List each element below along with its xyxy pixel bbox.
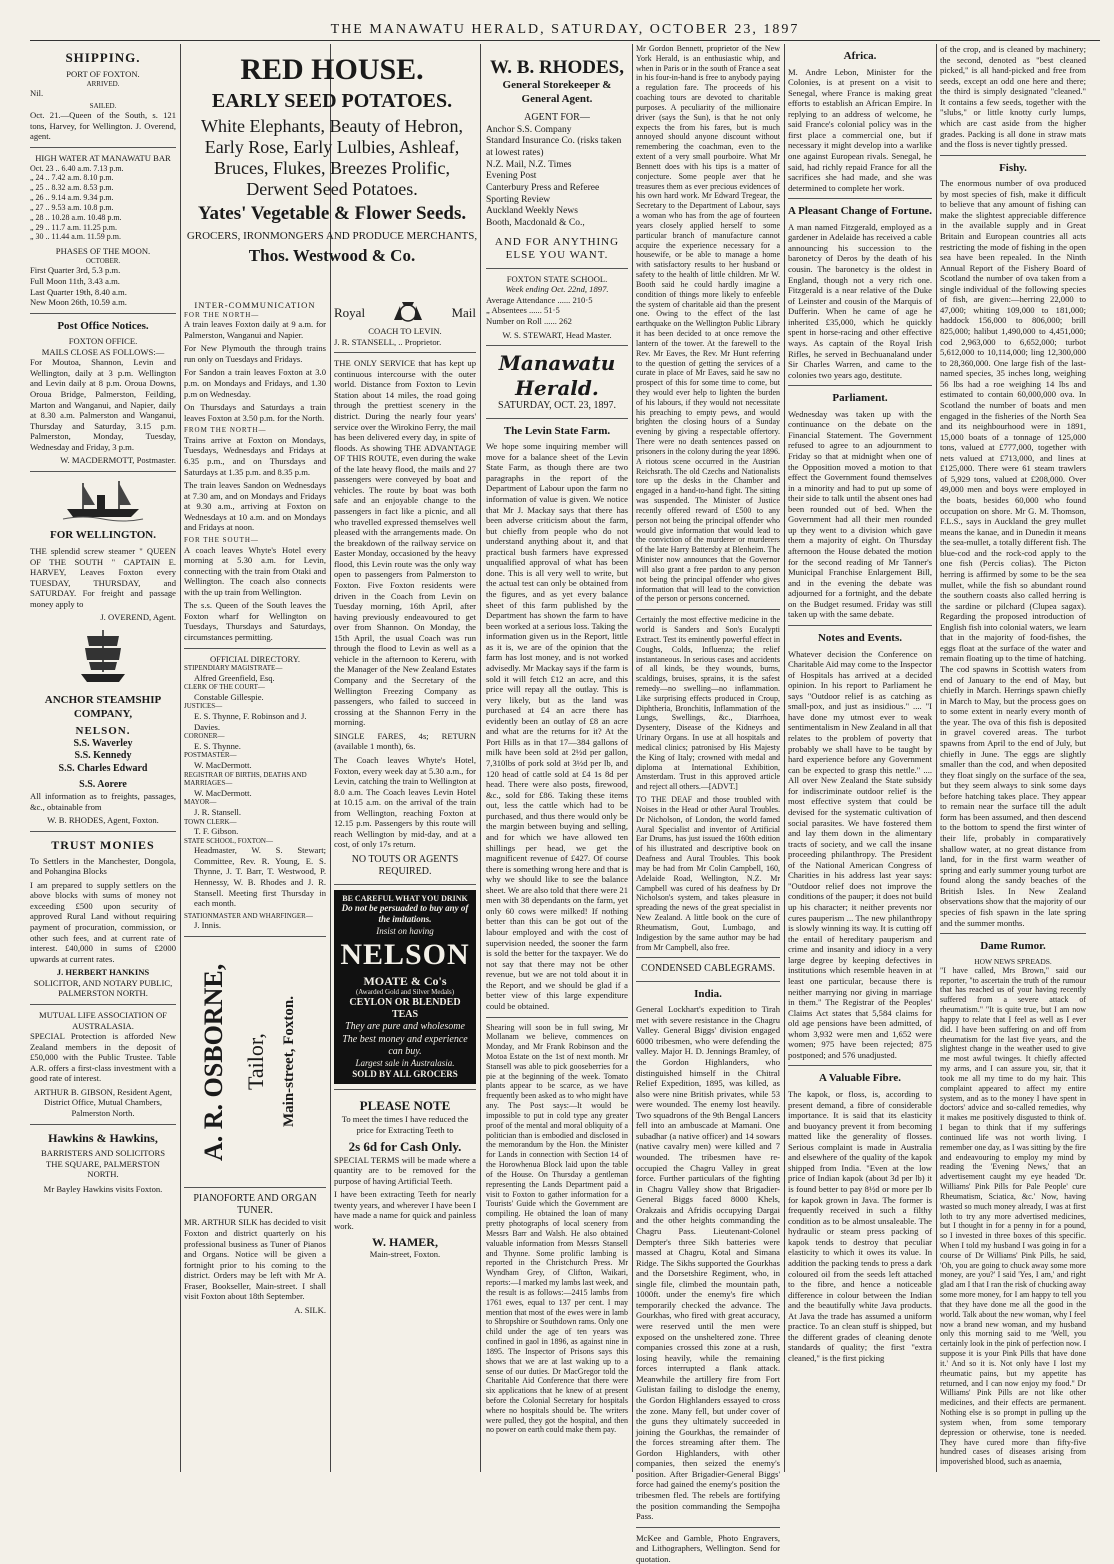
inter-communication-title: INTER-COMMUNICATION <box>194 300 316 310</box>
mails-heading: MAILS CLOSE AS FOLLOWS:— <box>41 346 165 357</box>
tide-row: „ 25 .. 8.32 a.m. 8.53 p.m. <box>30 183 114 193</box>
notes-text: Shearing will soon be in full swing, Mr Mollanam we believe, commences on Monday, and Mr Frank Robinson and the Motoa Estate on the 1st of next month. Mr Stansell was able to pick gooseberries for a pie at the beginning of the week. Tomato plants appear to be scarce, as we have frequently been asked as to who might have any. The Post says:—It would be impossible to put in cold type any greater proof of the mental and moral obliquity of a politician than is embodied and disclosed in the memorandum by the Hon. the Minister for Lands in connection with Section 14 of the Horowhenua Block laid upon the table of the House. On Thursday a gentleman representing the Lands Department paid a visit to Foxton to gather information for a Tourists' Guide which the Government are compiling. He obtained the loan of many pretty photographs of local scenery from Messrs Barr and Walsh. He also obtained valuable information from Messrs Stansell and Thynne. Some prolific lambing is reported in the Christchurch Press. Mr Wyndham Grey, of Clifton, Waikari, reports:—I marked my lambs last week, and the result is as follows:—2415 lambs from 1761 ewes, equal to 137 per cent. I may mention that most of the ewes were in lamb to Shropshire or Southdown rams. Only one child under the age of ten years was confined in gaol in 1896, as against nine in 1895. The Inspector of Prisons says this shows that we are at last waking up to a sense of our duties. Dr MacGregor told the Charitable Aid Conference that there were six applications that he knew of at present before the Colonial Secretary for hospitals where no hospitals should be. The writers were pulled, they got the hospital, and then no power on earth could make them pay. <box>486 1022 628 1435</box>
westwood-name: Thos. Westwood & Co. <box>248 246 416 266</box>
royal-label: Royal <box>334 305 366 320</box>
engravers-text: McKee and Gamble, Photo Engravers, and Lithographers, Wellington. Send for quotation. <box>636 1532 780 1564</box>
directory-entry: REGISTRAR OF BIRTHS, DEATHS AND MARRIAGES— <box>184 770 307 788</box>
column-7 <box>940 44 1086 1472</box>
rumor-title: Dame Rumor. <box>980 940 1046 953</box>
agency-item: Evening Post <box>486 171 537 182</box>
directory-entry: Alfred Greenfield, Esq. <box>194 672 275 683</box>
ad-line: Insist on having <box>376 925 434 936</box>
piano-text: MR. ARTHUR SILK has decided to visit Foxton and district quarterly on his professional business as Tuner of Pianos and Organs. Notice will be given a fortnight prior to his coming to the district. Orders may be left with Mr A. Fraser, Bookseller, Main-street. I shall visit Foxton about 18th September. <box>184 1217 326 1302</box>
trust-monies-title: TRUST MONIES <box>51 837 155 852</box>
port-title: PORT OF FOXTON. <box>66 68 140 79</box>
farm-title: The Levin State Farm. <box>503 424 611 437</box>
north-text: On Thursdays and Saturdays a train leaves Foxton at 3.50 p.m. for the North. <box>184 402 326 423</box>
moon-phase: Full Moon 11th, 3.43 a.m. <box>30 275 120 286</box>
attendance-row: „ Absentees ...... 51·5 <box>486 305 560 316</box>
mutual-title: MUTUAL LIFE ASSOCIATION OF AUSTRALASIA. <box>39 1009 167 1031</box>
tide-row: „ 30 .. 11.44 a.m. 11.59 p.m. <box>30 232 121 242</box>
moon-phase: New Moon 26th, 10.59 a.m. <box>30 297 127 308</box>
hankins-name: J. HERBERT HANKINS <box>56 967 150 978</box>
coach-title: COACH TO LEVIN. <box>368 326 442 336</box>
sailing-ship-icon <box>73 626 133 686</box>
royal-mail-header <box>334 300 476 326</box>
column-5 <box>636 44 780 1564</box>
seed-title: EARLY SEED POTATOES. <box>211 89 453 112</box>
directory-entry: W. MacDermott. <box>194 787 252 798</box>
tide-row: „ 29 .. 11.7 a.m. 11.25 p.m. <box>30 222 117 232</box>
ship-name: S.S. Charles Edward <box>58 762 148 774</box>
tide-row: „ 28 .. 10.28 a.m. 10.48 p.m. <box>30 212 122 222</box>
mail-label: Mail <box>451 305 476 320</box>
notes-events-text: Whatever decision the Conference on Charitable Aid may come to the Inspector of Hospitals has arrived at a decided opinion. In his report to Parliament he says "Outdoor relief is as catching as small-pox, and just as insidious." .... "I have done my utmost ever to weak sentimentalism in New Zealand in all that relates to the problem of poverty that probably we shall have to be taught by hard experience before any Government can be expected to grasp this nettle." .... All over New Zealand the State subsidy for indiscriminate outdoor relief is the most effective system that could be devised for the systematic cultivation of social parasites. We have fostered them and lay them down in the alimentary tracts of society, and we call the insane proceeding philanthropy. The President of the National American Congress of Charities in his address last year says: "Outdoor relief does not improve the conditions of the pauper; it does not build up his character; it neither prevents nor cures pauperism ... The new philanthropy is slowly winning its way. It is cutting off the entail of hereditary pauperism and crime and insanity and idiocy in a very large degree by keeping defectives in institutions which resemble heaven in at least one particular, because there is neither marrying nor giving in marriage in them." The Registrar of the Peoples' Claims Act states that 5,584 claims for old age pensions have been admitted, of whom 3,932 were men and 1,652 were women; 975 have been rejected; 875 postponed; and 576 unadjusted. <box>788 648 932 1060</box>
tide-row: „ 24 .. 7.42 a.m. 8.10 p.m. <box>30 173 114 183</box>
red-house-ad <box>184 44 480 314</box>
ad-line: BE CAREFUL WHAT YOU DRINK <box>342 893 468 903</box>
price-line: 2s 6d for Cash Only. <box>348 1138 462 1154</box>
fibre-continued: of the crop, and is cleaned by machinery; the second, denoted as "best cleaned picked," is all hand-picked and free from seeds, except an odd one here and there; the third is simply designated "cleaned." It contains a few seeds, together with the "slubs," or little knotty curly lumps, which are cast aside from the higher grades. Packing is all done in straw mats and the floss is never tightly pressed. <box>940 44 1086 150</box>
hawkins-addr: THE SQUARE, PALMERSTON NORTH. <box>46 1158 160 1180</box>
post-office-title: Post Office Notices. <box>57 319 149 332</box>
south-heading: FOR THE SOUTH— <box>184 535 259 544</box>
india-text: General Lockhart's expedition to Tirah met with severe resistance in the Chagru Valley. General Biggs' division engaged 6000 tribesmen, who were defending the valley. Major H. D. Jennings Bramley, of the Gordon Highlanders, who distinguished himself in the Chitral Relief Expedition, 1895, was killed, as also were nine British privates, while 53 were wounded. The enemy lost heavily. Two squadrons of the 9th Bengal Lancers fell into an ambuscade at Mamani. One subadhar (a native officer) and 14 sowars (native cavalry men) were killed and 7 wounded. The tribesmen have re-occupied the Chagru Valley in great force. Further particulars of the fighting in Chagru Valley show that Brigadier-General Biggs faced 8000 Khels, Orakzais and Afridis occupying Dargai and the other heights commanding the Chagru Pass. Lieutenant-Colonel Dempter's three Sikh batteries were massed at Chagru, Kotal and Simana Ridge. The Sikhs supported the Gourkhas and the Dorsetshire Regiment, who, in single file, climbed the mountain path, 1000ft. under the enemy's fire which temporarily checked the advance. The Gourkhas, who fired with great accuracy, were reserved until the men were exposed on the unsheltered zone. Three companies crossed this zone at a rush, losing heavily, while the remaining forces interrupted a flank attack. Meanwhile the artillery fire from Fort Gulistan failing to dislodge the enemy, the Gordon Highlanders essayed to cross the zone. Many fell, but under cover of the guns they ultimately succeeded in joining the Gourkhas, the remainder of the forces streaming after them. The Gordon Highlanders, with other companies, then seized the enemy's position. After Brigadier-General Biggs' force had gained the enemy's position the tribesmen fled. The rebels are fortifying the position commanding the Sempojha Pass. <box>636 1004 780 1522</box>
north-text: For New Plymouth the through trains run only on Tuesdays and Fridays. <box>184 343 326 364</box>
column-4 <box>486 44 628 1472</box>
osborne-address: Main-street, Foxton. <box>281 996 297 1128</box>
fishy-title: Fishy. <box>999 161 1027 174</box>
directory-entry: MAYOR— <box>184 798 217 807</box>
column-rule <box>632 44 633 1472</box>
head-master: W. S. STEWART, Head Master. <box>502 329 612 340</box>
trust-text: I am prepared to supply settlers on the above blocks with sums of money not exceeding £500 upon security of approved Rural Land without requiring payment of procuration, commission, or other such fees, and at current rate of interest. £40,000 in sums of £2000 upwards at current rates. <box>30 879 176 964</box>
directory-entry: CLERK OF THE COURT— <box>184 683 265 692</box>
north-heading: FOR THE NORTH— <box>184 310 260 319</box>
column-6 <box>788 44 932 1472</box>
ad-line: They are pure and wholesome <box>345 1021 465 1033</box>
column-rule <box>936 44 937 1472</box>
attendance-row: Number on Roll ...... 262 <box>486 316 572 327</box>
from-north-text: Trains arrive at Foxton on Mondays, Tuesdays, Wednesdays and Fridays at 6.35 p.m., and on Thursdays and Saturdays at 1.35 p.m. and 8.35 p.m. <box>184 434 326 477</box>
directory-entry: E. S. Thynne. <box>194 740 241 751</box>
north-text: For Sandon a train leaves Foxton at 3.0 p.m. on Mondays and Fridays, and 1.30 p.m on Wednesday. <box>184 367 326 399</box>
piano-sign: A. SILK. <box>294 1304 326 1315</box>
dentist-text: I have been extracting Teeth for nearly twenty years, and wherever I have been I have made a name for quick and painless work. <box>334 1189 476 1231</box>
special-terms: SPECIAL TERMS will be made where a quantity are to be removed for the purpose of having Artificial Teeth. <box>334 1154 476 1186</box>
directory-title: OFFICIAL DIRECTORY. <box>209 653 301 664</box>
farm-text: We hope some inquiring member will move for a balance sheet of the Levin State Farm, as though there are two paragraphs in the report of the Department of Labour upon the farm no information of value is given. We notice that Mr J. Mackay says that there has been adverse criticism about the farm, but chiefly from people who do not understand anything about it, and that practical bush farmers have expressed unqualified approval of what has been done. This is all very well to write, but the actual test can only be obtained from the figures, and as yet every balance sheet of this farm published by the Department has shown the farm to have been worked at a serious loss. Taking the information given us in the Report, little as it is, we are of the opinion that the farm has lost money, and is not worked advisedly. Mr Mackay says if the farm is sold it will fetch £12 an acre, and this price will repay all the outlay. This is very likely, but as the land was purchased at £4 an acre there has evidently been an outlay of £8 an acre and what are the returns for it? At the Port Hills as in that 17—384 gallons of milk have been sold at 2½d per gallon, 7,310lbs of pork sold at 3½d per lb, and 120 head of cattle sold at £4 1s 8d per head. There were also posts, firewood, &c., sold for £86. Taking these items out, less the cattle which had to be purchased, and thus there would only be the margin between buying and selling, and for which we have allowed ten shillings per head, we get the magnificent revenue of £427. Of course there is something wrong here and that is why we should like to see the balance sheet. We are also told that there were 21 men with 38 dependants on the farm, yet only 60 cows were milked! If nothing better than this can be got out of the labour employed and with the cost of supervision needed, the sooner the farm is sold the better for the taxpayer. We do not say that there may not be other revenue, but we are not told about it in the Report, and we should be glad if a better view of this large expenditure could be obtained. <box>486 441 628 1011</box>
directory-entry: W. MacDermott. <box>194 760 252 770</box>
please-note-title: PLEASE NOTE <box>359 1098 451 1114</box>
osborne-name: A. R. OSBORNE, <box>199 963 228 1161</box>
anything-else: AND FOR ANYTHING ELSE YOU WANT. <box>494 235 620 262</box>
directory-entry: JUSTICES— <box>184 702 223 711</box>
anchor-agent: W. B. RHODES, Agent, Foxton. <box>47 815 159 826</box>
rumor-text: "I have called, Mrs Brown," said our reporter, "to ascertain the truth of the rumour that has reached us of your having recently suffered from a severe attack of rheumatism." "It is quite true, but I am now happy to relate that I feel as well as I ever did. I have been suffering on and off from rheumatism for the last five years, and the slightest change in the weather used to give me most awful twinges. It chiefly affected my arms, and I can assure you, sir, that it took me all my time to do my hair. This complaint appeared to affect my entire system, and as to the money I have spent in doctors' advice and so-called remedies, why it makes me positively disgusted to think of. I began to think that if my sufferings continued life was not worth living. I remember one day, as I was sitting by the fire and endeavouring to employ my mind by reading the 'Evening News,' that an advertisement caught my eye headed 'Dr. Williams' Pink Pills for Pale People' cure Rheumatism, Sciatica, &c.' Now, having wasted so much money already, I was at first loth to try any more advertised medicines, but I thought in for a penny in for a pound, so I invested in three boxes of this specific. When I told my husband I was going in for a course of Dr Williams' Pink Pills, he said, 'Oh, you are going to chuck away some more money, are you?' I said 'Yes, I am,' and right glad am I that I ran the risk of chucking away some more money, for I am happy to tell you that they have done me all the good in the world. Talk about the new woman, why I feel now a brand new woman, and my husband only this morning said to me 'Well, you certainly look in the pink of perfection now. I suppose it is your Pink Pills that have done it.' And so it is. Not only have I lost my rheumatic pains, but my appetite has returned, and I can now enjoy my food." Dr Williams' Pink Pills are not like other medicines, and their effects are permanent. Nothing else is so prompt in pulling up the system when, from some temporary depression or otherwise, tone is needed. They have cured more than fifty-five hundred cases of diseases arising from impoverished blood, such as anaemia, <box>940 965 1086 1467</box>
tide-table <box>30 164 176 243</box>
cables-title: CONDENSED CABLEGRAMS. <box>641 963 775 975</box>
parliament-text: Wednesday was taken up with the continuance on the debate on the Financial Statement. The Government refused to agree to an adjournment to Friday so that at midnight when one of the Opposition moved a motion to that effect the Government found themselves in a minority and had to put up some of their side to talk until the absent ones had been rounded out of bed. When the Government had all their men rounded up they went to a division which gave them a majority of eight. On Thursday afternoon the House debated the motion for the second reading of Mr Tanner's Municipal Franchise Enlargement Bill, and in the evening the debate was adjourned for a fortnight, and the debate on the Budget resumed. Friday was still taken up with the same debate. <box>788 408 932 620</box>
post-office-sub: FOXTON OFFICE. <box>68 336 138 347</box>
please-text: To meet the times I have reduced the price for Extracting Teeth to <box>341 1114 469 1136</box>
column-1 <box>30 44 176 1472</box>
piano-title: PIANOFORTE AND ORGAN TUNER. <box>193 1192 317 1217</box>
directory-entry: Constable Gillespie. <box>194 691 264 702</box>
agent-for: AGENT FOR— <box>524 112 590 124</box>
coach-proprietor: J. R. STANSELL, .. Proprietor. <box>334 336 442 347</box>
trust-sub: To Settlers in the Manchester, Dongola, and Pohangina Blocks <box>30 855 176 877</box>
tide-row: Oct. 23 .. 6.40 a.m. 7.13 p.m. <box>30 163 124 173</box>
deaf-advert: TO THE DEAF and those troubled with Noises in the Head or other Aural Troubles. Dr Nicholson, of London, the world famed Aural Specialist and inventor of Artificial Ear Drums, has just issued the 160th edition of his illustrated and descriptive book on Deafness and Aural Troubles. This book may be had from Mr Colin Campbell, 160, Adelaide Road, Wellington, N.Z. Mr Campbell was cured of his deafness by Dr Nicholson's system, and takes pleasure in spreading the news of the great specialist in New Zealand. A little book on the cure of Rheumatism, Gout, Lumbago, and Indigestion by the same author may be had from Mr Campbell, also free. <box>636 795 780 952</box>
agency-item: Canterbury Press and Referee <box>486 183 600 194</box>
mutual-agent: ARTHUR B. GIBSON, Resident Agent, District Office, Mutual Chambers, Palmerston North. <box>33 1086 173 1119</box>
moon-phase: First Quarter 3rd, 5.3 p.m. <box>30 265 121 276</box>
wellington-title: FOR WELLINGTON. <box>50 529 156 542</box>
agency-item: Sporting Review <box>486 194 551 205</box>
nil-text: Nil. <box>30 88 44 99</box>
fibre-text: The kapok, or floss, is, according to present demand, a fibre of considerable importance. It is said that its elasticity and buoyancy prevent it from becoming matted like the generality of flosses. Serious complaint is made in Australia and elsewhere of the quality of the kapok shipped from India. "Even at the low price of Indian kapok (about 3d per lb) it is found better to pay 8½d or more per lb for kapok grown in Java. The former is frequently received in such a filthy condition as to be almost unsaleable. The hydraulic or steam press packing of kapok tends to destroy that peculiar elasticity to which it owes its value. In addition the packing tends to press a dark coloured oil from the seeds left attached to the fibre, and hence a noticeable difference in colour between the Indian and the beautifully white Java products. At Java the trade has assumed a uniform practice. To an clean stuff is shipped, but the different grades of cleaning denote standards of quality; the first "extra cleaned," is the first picking <box>788 1088 932 1364</box>
tide-row: „ 26 .. 9.14 a.m. 9.34 p.m. <box>30 193 114 203</box>
rhodes-sub: General Storekeeper & General Agent. <box>502 79 612 105</box>
coat-of-arms-icon <box>388 300 428 326</box>
africa-title: Africa. <box>843 50 877 62</box>
hankins-sub: SOLICITOR, AND NOTARY PUBLIC, PALMERSTON NORTH. <box>33 977 173 999</box>
directory-entry: J. R. Stansell. <box>194 806 242 817</box>
hamer-name: W. HAMER, <box>372 1234 438 1249</box>
north-text: A train leaves Foxton daily at 9 a.m. for Palmerston, Wanganui and Napier. <box>184 319 326 340</box>
red-house-title: RED HOUSE. <box>240 53 424 86</box>
notes-events-title: Notes and Events. <box>817 631 903 644</box>
directory-entry: STIPENDIARY MAGISTRATE— <box>184 664 283 673</box>
potato-varieties: White Elephants, Beauty of Hebron, Early Rose, Early Lulbies, Ashleaf, Bruces, Flukes, Breezes Prolific, Derwent Seed Potatoes. <box>201 116 463 199</box>
column-rule <box>480 44 481 1472</box>
fortune-title: A Pleasant Change of Fortune. <box>788 205 932 218</box>
masthead: THE MANAWATU HERALD, SATURDAY, OCTOBER 23, 1897 <box>30 22 1100 41</box>
steamer-agent: J. OVEREND, Agent. <box>100 612 176 623</box>
school-week: Week ending Oct. 22nd, 1897. <box>505 284 609 295</box>
sailed-text: Oct. 21.—Queen of the South, s. 121 tons, Harvey, for Wellington. J. Overend, agent. <box>30 110 176 142</box>
india-title: India. <box>694 987 722 1000</box>
agency-item: Standard Insurance Co. (risks taken at lowest rates) <box>486 136 622 159</box>
mails-text: For Moutoa, Shannon, Levin and Wellington, daily at 3 p.m. Wellington and Levin daily at 8 p.m. Oroua Downs, Oroua Bridge, Palmerston, Feilding, Marton and Wanganui, and Napier, daily at 8.30 a.m. Palmerston and Wanganui, Thursday and Saturday, 3.15 p.m. Palmerston, Monday, Tuesday, Wednesday and Friday, 3 p.m. <box>30 357 176 452</box>
directory-entry: T. F. Gibson. <box>194 826 239 837</box>
ad-line: Do not be persuaded to buy any of the imitations. <box>341 903 469 925</box>
sailed-label: SAILED. <box>89 101 117 110</box>
from-north-text: The train leaves Sandon on Wednesdays at 7.30 am, and on Mondays and Fridays at 9.30 a.m., arriving at Foxton on Wednesdays at 10 a.m. and on Mondays and Fridays at noon. <box>184 480 326 533</box>
africa-text: M. Andre Lebon, Minister for the Colonies, is at present on a visit to Senegal, where France is making great efforts to establish an African Empire. In replying to an address of welcome, he said France's colonial policy was in the first place a commercial one, but if necessary it might develop into a warlike one against European rivals. Senegal, he said, had richly repaid France for all the sacrifices she had made, and she was determined to complete her work. <box>788 66 932 193</box>
coach-text-2: The Coach leaves Whyte's Hotel, Foxton, every week day at 5.30 a.m., for Levin, catching the train to Wellington at 8.0 a.m. The Coach leaves Levin Hotel at 10.15 a.m. on the arrival of the train from Wellington, reaching Foxton at 12.15 p.m. Passengers by this route will reach Wellington by mid-day, and at a cost, of only 17s return. <box>334 754 476 850</box>
hawkins-title: Hawkins & Hawkins, <box>48 1130 158 1145</box>
anchor-title: ANCHOR STEAMSHIP COMPANY, <box>44 694 162 720</box>
news-text: Mr Gordon Bennett, proprietor of the New York Herald, is an enthusiastic whip, and when in Paris or in the south of France a seat in his four-in-hand is free to anybody paying a regulation fare. The proceeds of his coaching tours are devoted to charitable purposes. A peculiarity of the millionaire driver (says the Sun), is that he not only expects the from his fares, but is much annoyed should anyone discount without remembering the coachman, even to the extent of a very small pourboire. What Mr Bennett does with his tips is a matter of conjecture. Some people aver that he treasures them as ever precious evidences of his own hard work. Mr Edward Tregear, the Secretary to the Department of Labour, says a woman who has from the age of fourteen years closely applied herself to some particular branch of manufacture cannot acquire the experience necessary for a housewife, or be able to manage a home with satisfactory results to her husband or safety to the health of little children. Mr W. Booth said he could hardly imagine a condition of things more likely to enfeeble the system of charitable aid than the present one. Owing to the effect of the last earthquake on the Wellington Public Library it has been decided to at once remove the lantern of the tower. At the farewell to the Rev. Mr Eaves, the Rev. Mr Hunt referring to the question of getting the services of a curate in place of Mr Eaves, said he saw no prospect of this for some time to come, but they would ever help to lighten the burden of his labours, if they would not necessitate his preaching to empty pews, and would brighten the closing hours of a Sunday evening by giving a respectable offertory. There were no death sentences passed on prisoners in the colony during the year 1896. A riotous scene occurred in the Austrian Reichsrath. The old Czechs and Nationalists tore up the desks in the Chamber and engaged in a hand-to-hand fight. The sitting was suspended. The Minister of Justice recently offered reward of £500 to any person not being the principal offender who would give information that would lead to the conviction of the murderer or murderers of the late Harry Battersby at Blenheim. The Minister now announces that the Governor will also grant a free pardon to any person not being the principal offender who gives information that will lead to the conviction of the person or persons concerned. <box>636 44 780 604</box>
ad-line: CEYLON OR BLENDED TEAS <box>349 996 461 1021</box>
ad-line: Largest sale in Australasia. <box>355 1058 455 1069</box>
directory-entry: Headmaster, W. S. Stewart; Committee, Rev. R. Young, E. S. Thynne, J. T. Barr, T. Westwood, P. Hennessy, W. B. Rhodes and J. R. Stansell. Meeting first Thursday in each month. <box>194 845 326 909</box>
moon-title: PHASES OF THE MOON. <box>55 246 151 257</box>
column-2 <box>184 300 326 1472</box>
osborne-trade: Tailor, <box>243 1033 268 1091</box>
agency-item: N.Z. Mail, N.Z. Times <box>486 159 572 170</box>
column-rule <box>784 44 785 1472</box>
hawkins-note: Mr Bayley Hawkins visits Foxton. <box>43 1184 163 1195</box>
ad-line: The best money and experience can buy. <box>342 1033 468 1058</box>
fares: SINGLE FARES, 4s; RETURN (available 1 month), 6s. <box>334 730 476 752</box>
ship-name: S.S. Kennedy <box>74 750 132 762</box>
ship-name: S.S. Waverley <box>73 738 133 750</box>
agency-item: Auckland Weekly News <box>486 206 578 217</box>
ad-line: MOATE & Co's <box>363 973 447 988</box>
directory-entry: POSTMASTER— <box>184 751 237 760</box>
column-3 <box>334 300 476 1472</box>
fibre-title: A Valuable Fibre. <box>818 1072 901 1085</box>
herald-title: Manawatu Herald. <box>498 351 616 400</box>
coach-text: THE ONLY SERVICE that has kept up continuous intercourse with the outer world. Distance from Foxton to Levin Station about 14 miles, the road going through the prettiest scenery in the district. During the nearly four years' service over the Wirokino Ferry, the mail has been delivered every day, in spite of floods. As showing THE ADVANTAGE OF THIS ROUTE, even during the wake of the late heavy flood, the mails and 27 passengers were conveyed by boat and vehicles. The route by boat was both safe and an enjoyable change to the passengers in fact like a picnic, and all who travelled expressed themselves well pleased with the arrangements made. On the breakdown of the railway service on Easter Monday, occasioned by the heavy flood, this Levin route was the only way open to passengers from Palmerston to Foxton. Five Foxton residents were driven in the Coach from Levin on Tuesday morning, 16th April, after having previously endeavoured to get over from Shannon. On Monday, the 15th April, the usual Coach was run through the flood to Levin as well as a vehicle in the afternoon to Kereru, with the Manager of the New Zealand Estates Company and the Secretary of the Wellington Freezing Company as passengers, who failed to succeed in crossing at the Shannon Ferry in the morning. <box>334 358 476 728</box>
osborne-ad <box>184 942 326 1182</box>
attendance-row: Average Attendance ...... 210·5 <box>486 294 593 305</box>
steamer-text: THE splendid screw steamer " QUEEN OF THE SOUTH " CAPTAIN E. HARVEY, Leaves Foxton every TUESDAY, THURSDAY, and SATURDAY. For freight and passage money apply to <box>30 545 176 609</box>
directory-entry: STATIONMASTER AND WHARFINGER— <box>184 911 313 920</box>
from-north-heading: FROM THE NORTH— <box>184 426 267 435</box>
south-text: The s.s. Queen of the South leaves the Foxton wharf for Wellington on Tuesdays, Thursdays and Saturdays, circumstances permitting. <box>184 600 326 643</box>
anchor-text: All information as to freights, passages, &c., obtainable from <box>30 791 176 812</box>
ship-name: S.S. Aorere <box>79 778 127 790</box>
parliament-title: Parliament. <box>832 392 888 405</box>
no-touts: NO TOUTS OR AGENTS REQUIRED. <box>351 854 459 878</box>
fishy-text: The enormous number of ova produced by most species of fish, make it difficult to believe that any amount of fishing can make the slightest appreciable difference in the available supply and in Great Britain and European countries all acts restricting the mode of fishing in the open sea have been repealed. In the Ninth Annual Report of the Fishery Board of Scotland the number of ova taken from a single individual of the following species of fish, are given:—herring 22,000 to 47,000; whiting 109,000 to 181,000; haddock 156,000 to 806,000; brill 825,000; halibut 1,490,000 to 4,451,000; cod 2,963,000 to 6,652,000; turbot 5,612,000 to 10,114,000; ling 12,300,000 to 28,360,000. One large fish of the last-named species, 35 inches long, weighing 56 lbs had a roe weighing 14 lbs and estimated to contain 60,000,000 ova. In Scotland the number of boats and men engaged in the fisheries of the North Sea and its neighbourhood were in 1891, 15,000 boats of a tonnage of 125,000 tons, valued at £777,000, together with nets valued at £713,000, and lines at £125,000. There were 61 steam trawlers of 5,929 tons, valued at £208,000. Over 49,000 men and boys were employed in the boats, besides 60,000 who found occupation on shore. Mr G. M. Thomson, F.L.S., says in Auckland the grey mullet means the kanae, and in Dunedin it means the sea-mullet, a totally different fish. The blue-cod and the rock-cod apply to the one fish (Percis colias). The Picton herring is affirmed by some to be the sea mullet, while the fish so abundant round the southern coasts also called herring is the sardine or pilchard (Clupea sagax). Regarding the proposed introduction of English fish into colonial waters, we learn that in the majority of food-fishes, the eggs float at the surface of the water and remain floating up to the time of hatching. The cod spawns in Scottish waters from end of January to the end of May, but chiefly in March. Herrings spawn chiefly in March to May, but the process goes on to some extent in nearly every month of the year. The ova of this fish is deposited in gravel covered areas. The turbot spawns from April to the end of July, but chiefly in June. The eggs are slightly smaller than the cod, and when deposited they float singly on the surface of the sea, but they seem always to sink some days before hatching takes place. They appear to remain near the surface till the adult form has been assumed, and then descend to the bottom to spend the first winter of their life, probably in comparatively shallow water, at no great distance from land, for in the first warm weather of spring and early summer young turbot are found along the sandy beaches of the British Isles. In New Zealand observations show that the majority of our species of fish spawn in the late spring and the summer months. <box>940 178 1086 928</box>
eucalypti-advert: Certainly the most effective medicine in the world is Sanders and Son's Eucalypti Extract. Test its eminently powerful effect in Coughs, Colds, Influenza; the relief instantaneous. In serious cases and accidents of all kinds, be they wounds, burns, scaldings, bruises, sprains, it is the safest remedy—no swelling—no inflammation. Like surprising effects produced in Croup, Diphtheria, Bronchitis, Inflammation of the Lungs, Swellings, &c., Diarrhoea, Dysentery, Disease of the Kidneys and Urinary Organs. In use at all hospitals and medical clinics; patronised by His Majesty the King of Italy; crowned with medal and diploma at International Exhibition, Amsterdam. Trust in this approved article and reject all others.—[ADVT.] <box>636 615 780 792</box>
south-text: A coach leaves Whyte's Hotel every morning at 5.30 a.m. for Levin, connecting with the train from Otaki and Wellington. The coach also connects with the up train from Wellington. <box>184 544 326 597</box>
column-rule <box>180 44 181 1472</box>
fortune-text: A man named Fitzgerald, employed as a gardener in Adelaide has received a cable announcing his succession to the baronetcy of Deros by the death of his cousin. The baronetcy is the oldest in England, though not a very rich one. Fitzgerald is a near relative of the Duke of Leinster and cousin of the Marquis of Dufferin. When he came of age he inherited £35,000, which he quickly spent in horse-racing and other effective ways. As captain of the Royal Irish Rifles, he served in Bechuanaland under Sir Charles Warren, and came to the colonies two years ago, destitute. <box>788 221 932 380</box>
tide-row: „ 27 .. 9.53 a.m. 10.8 p.m. <box>30 202 114 212</box>
rumor-sub: HOW NEWS SPREADS. <box>974 956 1052 966</box>
moon-phase: Last Quarter 19th, 8.40 a.m. <box>30 286 127 297</box>
ad-line: SOLD BY ALL GROCERS <box>352 1069 458 1080</box>
hawkins-sub: BARRISTERS AND SOLICITORS <box>41 1148 165 1159</box>
tide-title: HIGH WATER AT MANAWATU BAR <box>35 153 171 164</box>
postmaster: W. MACDERMOTT, Postmaster. <box>60 455 176 466</box>
directory-entry: J. Innis. <box>194 920 221 931</box>
agency-item: Anchor S.S. Company <box>486 124 572 135</box>
school-title: FOXTON STATE SCHOOL. <box>506 273 608 284</box>
directory-entry: CORONER— <box>184 732 225 741</box>
yates-seeds: Yates' Vegetable & Flower Seeds. <box>197 203 467 225</box>
ship-icon <box>63 477 143 521</box>
nelson-moate-ad <box>334 890 476 1085</box>
directory-entry: E. S. Thynne, F. Robinson and J. Davies. <box>194 711 307 732</box>
hamer-address: Main-street, Foxton. <box>369 1249 441 1260</box>
moon-month: OCTOBER. <box>85 256 121 265</box>
ad-line: (Awarded Gold and Silver Medals) <box>355 988 455 997</box>
mutual-text: SPECIAL Protection is afforded New Zealand members in the deposit of £50,000 with the Public Trustee. Table A.R. offers a first-class investment with a good rate of interest. <box>30 1031 176 1084</box>
grocers-line: GROCERS, IRONMONGERS AND PRODUCE MERCHANTS, <box>186 229 478 242</box>
rhodes-name: W. B. RHODES, <box>490 57 624 78</box>
directory-entry: STATE SCHOOL, FOXTON— <box>184 836 273 845</box>
agency-item: Booth, Macdonald & Co., <box>486 218 585 229</box>
arrived-label: ARRIVED. <box>86 79 120 88</box>
ad-brand: NELSON <box>340 937 470 971</box>
anchor-place: NELSON. <box>75 724 131 737</box>
steamship-illustration <box>30 477 176 524</box>
issue-date: SATURDAY, OCT. 23, 1897. <box>498 400 616 412</box>
sailing-ship-illustration <box>30 626 176 689</box>
shipping-title: SHIPPING. <box>65 50 141 65</box>
directory-entry: TOWN CLERK— <box>184 817 237 826</box>
